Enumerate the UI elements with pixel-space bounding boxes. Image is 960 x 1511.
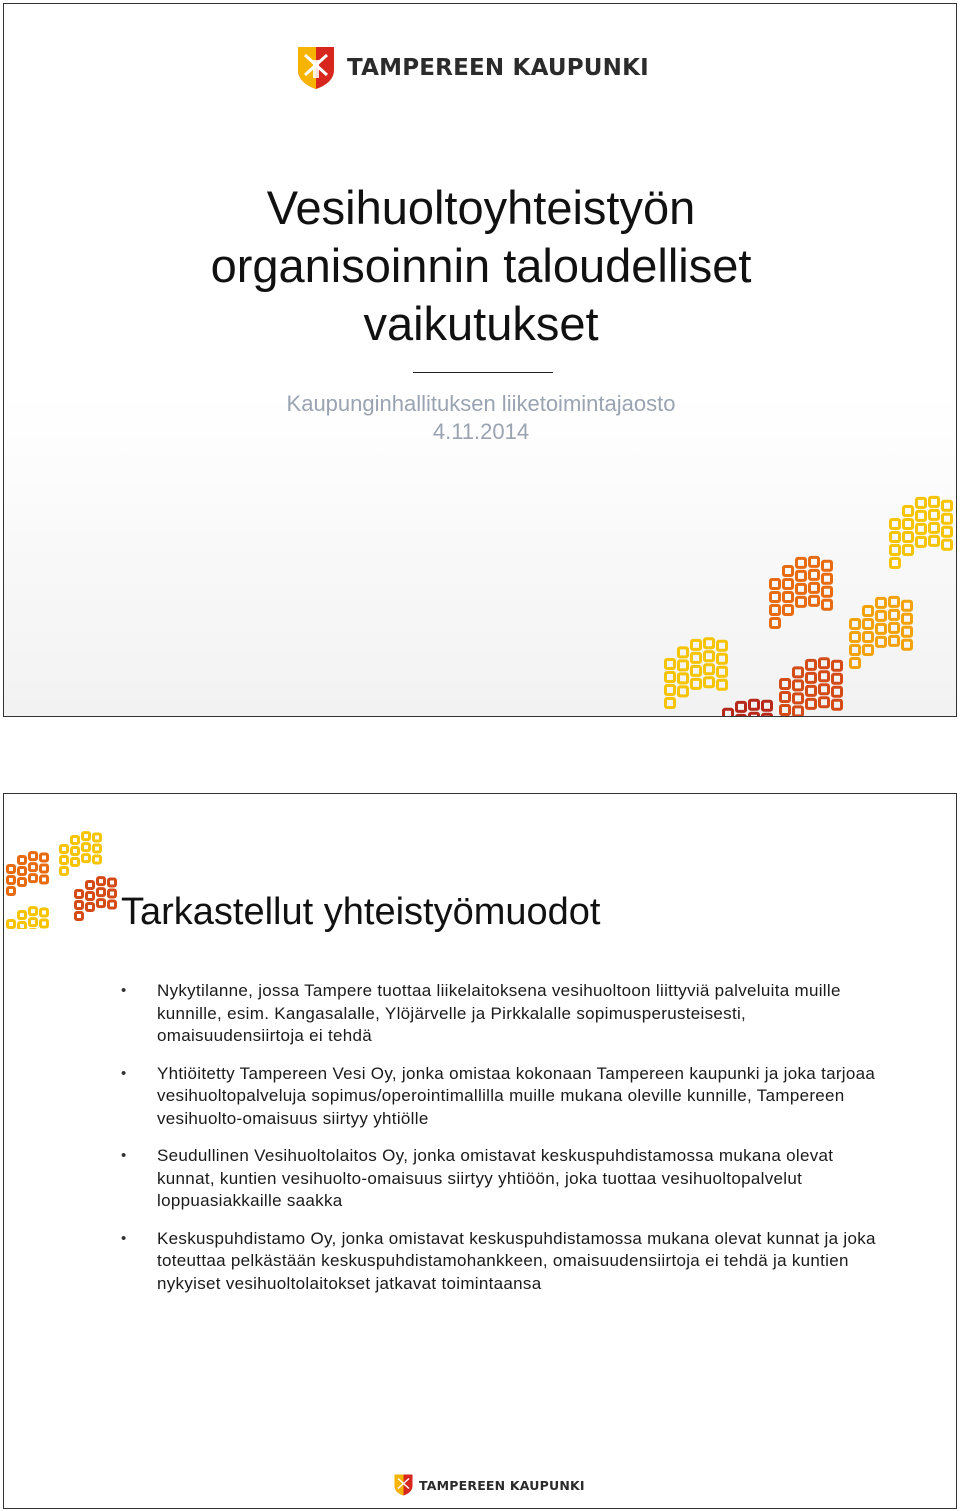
pattern-flag [771,557,832,627]
slide-2 [3,793,957,1509]
slide-title-line-1: Vesihuoltoyhteistyön [266,181,696,234]
slide-title-line-2: organisoinnin taloudelliset [210,239,752,292]
city-crest-icon [394,1474,413,1496]
pattern-flag [781,659,842,717]
pattern-flag [711,700,772,717]
list-item: • Seudullinen Vesihuoltolaitos Oy, jonka omistavat keskuspuhdistamossa mukana olevat kunnat, kuntien vesihuolto-omaisuus siirtyy yhtiöön, joka tuottaa vesihuoltopalvelut loppuasiakkaille saakka [118,1145,878,1213]
pattern-flag [76,878,116,920]
slide-date: 4.11.2014 [432,419,530,444]
city-crest-icon [297,46,335,90]
pattern-flag [891,497,952,567]
decorative-grid-pattern [4,794,134,929]
pattern-flag [61,833,101,875]
slide-title: Tarkastellut yhteistyömuodot [121,891,601,933]
logo [394,1474,585,1496]
list-item: • Keskuspuhdistamo Oy, jonka omistavat keskuspuhdistamossa mukana olevat kunnat ja joka toteuttaa pelkästään keskuspuhdistamohankkeen, omaisuudensiirtoja ei tehdä ja kuntien nykyiset vesihuoltolaitokset jatkavat toimintaansa [118,1228,878,1296]
slide-subtitle: Kaupunginhallituksen liiketoimintajaosto [286,391,676,416]
list-item: • Nykytilanne, jossa Tampere tuottaa liikelaitoksena vesihuoltoon liittyviä palveluita muille kunnille, esim. Kangasalalle, Ylöjärvelle ja Pirkkalalle sopimusperusteisesti, omaisuudensiirtoja ei tehdä [118,980,878,1048]
pattern-flag [8,908,48,929]
logo [297,46,649,90]
decorative-grid-pattern [649,428,957,717]
slide-1 [3,3,957,717]
title-divider [413,372,553,373]
logo-text: TAMPEREEN KAUPUNKI [347,55,649,81]
list-item: • Yhtiöitetty Tampereen Vesi Oy, jonka omistaa kokonaan Tampereen kaupunki ja joka tarjoaa vesihuoltopalveluja sopimus/operointimallilla muille mukana oleville kunnille, Tampereen vesihuolto-omaisuus siirtyy yhtiölle [118,1063,878,1131]
pattern-flag [851,597,912,667]
logo-text: TAMPEREEN KAUPUNKI [419,1477,585,1493]
pattern-flag [8,853,48,895]
pattern-flag [666,639,727,708]
slide-title-line-3: vaikutukset [363,297,599,350]
bullet-list [118,980,878,1310]
